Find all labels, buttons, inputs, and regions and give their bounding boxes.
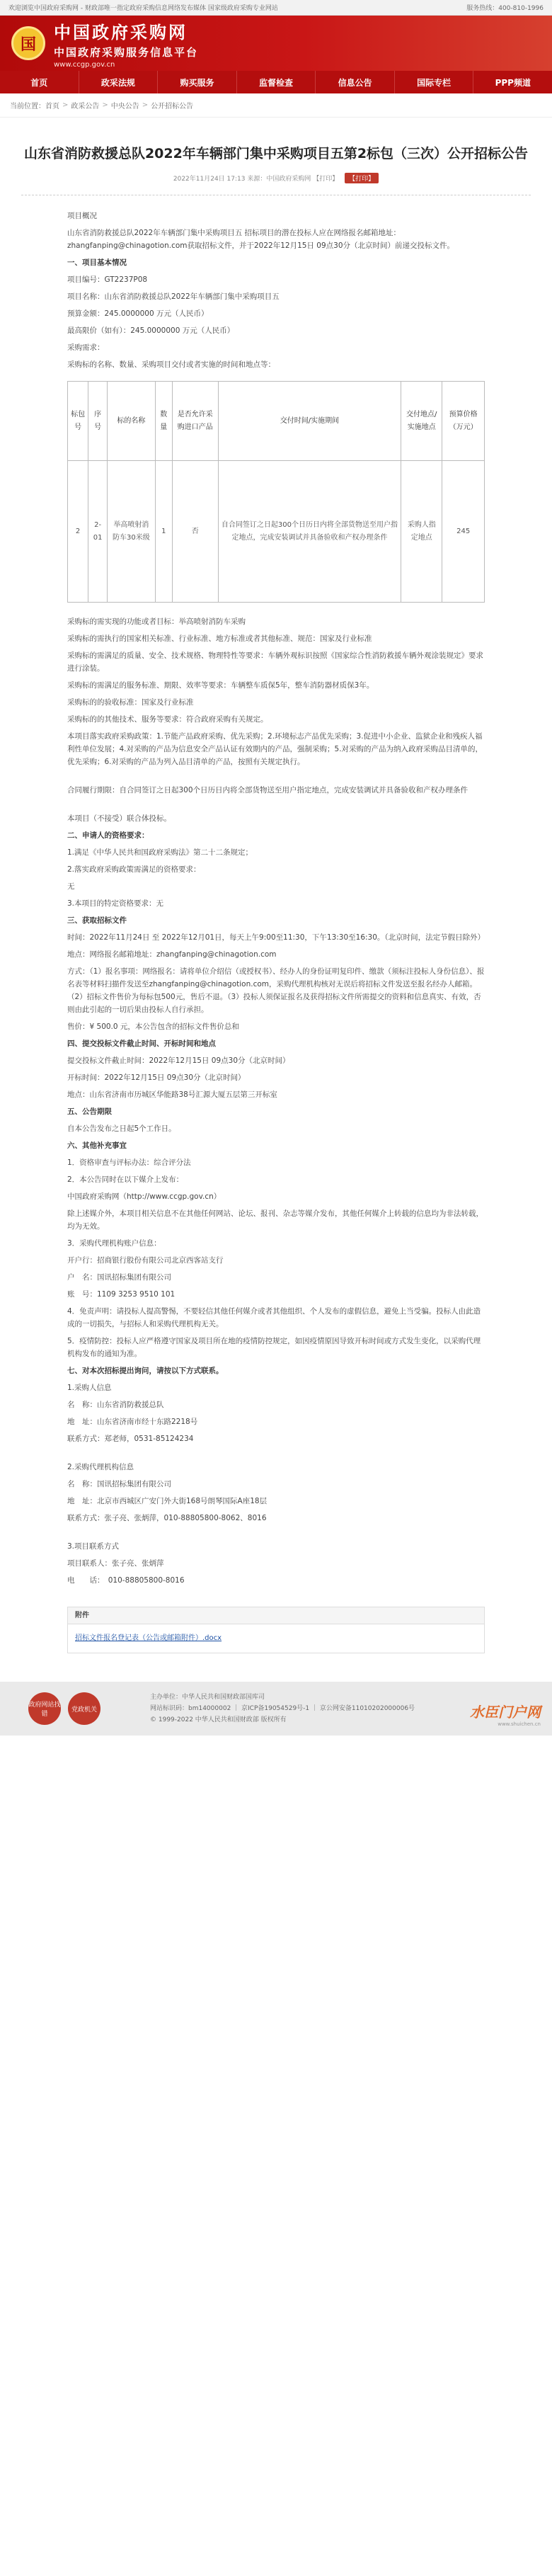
- watermark-url: www.shuichen.cn: [498, 1721, 541, 1727]
- breadcrumb-current[interactable]: 公开招标公告: [151, 103, 194, 110]
- cell-lot: 2: [68, 461, 88, 603]
- attachment-box: [67, 1607, 485, 1653]
- watermark-text: 水臣门户网: [470, 1704, 541, 1721]
- party-gov-logo[interactable]: 党政机关: [68, 1692, 100, 1725]
- doc-place: 地点：网络报名邮箱地址：zhangfanping@chinagotion.com: [67, 950, 277, 959]
- qualification-2: 2.落实政府采购政策需满足的资格要求：: [67, 865, 201, 874]
- agency-contact: 联系方式：张子亮、张炳萍，010-88805800-8062、8016: [67, 1514, 267, 1522]
- attachment-header: 附件: [68, 1607, 484, 1624]
- attachment-link[interactable]: 招标文件报名登记表（公告或邮箱附件）.docx: [75, 1634, 222, 1642]
- nav-ppp[interactable]: PPP频道: [495, 77, 531, 88]
- article-meta: [21, 173, 531, 183]
- col-seq: 序号: [88, 382, 108, 461]
- policy-government: 本项目落实政府采购政策：1.节能产品政府采购、优先采购；2.环境标志产品优先采购；3.促进中小企业、监狱企业和残疾人福利性单位发展；4.对采购的产品为信息安全产品认证有效期内的产品，强制采购；5.对采购的产品为纳入政府采购品目清单的，优先采购；6.对采购的产品为列入品目清单的产品，按照有关规定执行。: [67, 732, 483, 766]
- print-button[interactable]: 【打印】: [345, 173, 379, 183]
- site-footer: [0, 1682, 552, 1736]
- nav-international[interactable]: 国际专栏: [395, 71, 474, 93]
- agency-name: 名 称：国讯招标集团有限公司: [67, 1480, 171, 1488]
- cell-budget: 245: [442, 461, 485, 603]
- nav-purchase-services[interactable]: 购买服务: [158, 71, 237, 93]
- purchaser-heading: 1.采购人信息: [67, 1384, 112, 1392]
- cell-delivery-place: 采购人指定地点: [401, 461, 442, 603]
- article-body: [21, 210, 531, 1653]
- budget-amount: 预算金额：245.0000000 万元（人民币）: [67, 309, 209, 318]
- requirements-intro: 采购标的名称、数量、采购项目交付或者实施的时间和地点等：: [67, 360, 275, 369]
- notice-period: 自本公告发布之日起5个工作日。: [67, 1124, 176, 1133]
- project-contact-heading: 3.项目联系方式: [67, 1542, 120, 1551]
- doc-time: 时间：2022年11月24日 至 2022年12月01日，每天上午9:00至11:30，下午13:30至16:30。（北京时间，法定节假日除外）: [67, 933, 485, 942]
- qualification-1: 1.满足《中华人民共和国政府采购法》第二十二条规定；: [67, 848, 253, 857]
- nav-home[interactable]: 首页: [0, 71, 79, 93]
- breadcrumb-label: 当前位置：: [10, 103, 45, 110]
- col-import: 是否允许采购进口产品: [172, 382, 218, 461]
- cell-import: 否: [172, 461, 218, 603]
- supplement-1: 1．资格审查与评标办法：综合评分法: [67, 1158, 191, 1167]
- footer-copyright: © 1999-2022 中华人民共和国财政部 版权所有: [150, 1716, 287, 1723]
- cell-quantity: 1: [155, 461, 172, 603]
- site-banner: [0, 16, 552, 71]
- account-number: 账 号：1109 3253 9510 101: [67, 1290, 176, 1299]
- supplement-4: 3．采购代理机构账户信息：: [67, 1239, 161, 1248]
- nav-supervision[interactable]: 监督检查: [237, 71, 316, 93]
- hotline-text: 服务热线：400-810-1996: [466, 5, 544, 12]
- cell-delivery-time: 自合同签订之日起300个日历日内将全部货物送至用户指定地点，完成安装调试并具备验收和产权办理条件: [218, 461, 401, 603]
- agency-address: 地 址：北京市西城区广安门外大街168号朗琴国际A座18层: [67, 1497, 268, 1505]
- bid-opening: 开标时间：2022年12月15日 09点30分（北京时间）: [67, 1073, 246, 1082]
- doc-method: 方式：（1）报名事项：网络报名：请将单位介绍信（或授权书）、经办人的身份证明复印件、缴款（须标注投标人身份信息）、报名表等材料扫描件发送至zhangfanping@chinagotion.com，采购代理机构核对无误后将招标文件发送至报名经办人邮箱。（2）招标文件售价为每标包500元，售后不退。（3）投标人须保证报名及获得招标文件所需提交的资料和信息真实、有效，否则由此引起的一切后果由投标人自行承担。: [67, 967, 485, 1014]
- project-contact-phone: 电 话： 010-88805800-8016: [67, 1576, 185, 1585]
- bid-deadline: 提交投标文件截止时间：2022年12月15日 09点30分（北京时间）: [67, 1056, 290, 1065]
- purchaser-contact: 联系方式：郑老师，0531-85124234: [67, 1435, 194, 1443]
- section-3-heading: 三、获取招标文件: [67, 916, 127, 925]
- project-name: 项目名称：山东省消防救援总队2022年车辆部门集中采购项目五: [67, 292, 280, 301]
- section-7-heading: 七、对本次招标提出询问，请按以下方式联系。: [67, 1367, 224, 1375]
- breadcrumb-central[interactable]: 中央公告: [110, 103, 139, 110]
- site-url: www.ccgp.gov.cn: [54, 60, 115, 69]
- publish-info: 2022年11月24日 17:13 来源：中国政府采购网 【打印】: [173, 176, 339, 183]
- error-report-logo[interactable]: 政府网站找错: [28, 1692, 61, 1725]
- section-6-heading: 六、其他补充事宜: [67, 1141, 127, 1150]
- page-title: 山东省消防救援总队2022年车辆部门集中采购项目五第2标包（三次）公开招标公告: [23, 146, 529, 161]
- breadcrumb: 当前位置： 首页 > 政采公告 > 中央公告 > 公开招标公告: [0, 93, 552, 118]
- top-bar: [0, 0, 552, 16]
- welcome-text: 欢迎浏览中国政府采购网 - 财政部唯一指定政府采购信息网络发布媒体 国家级政府采购专业网站: [8, 5, 278, 12]
- table-row: [68, 461, 485, 603]
- policy-acceptance: 采购标的的验收标准：国家及行业标准: [67, 698, 194, 707]
- watermark: [470, 1701, 541, 1727]
- section-1-heading: 一、项目基本情况: [67, 258, 127, 267]
- table-header-row: [68, 382, 485, 461]
- footer-sponsor: 主办单位：中华人民共和国财政部国库司: [150, 1694, 265, 1701]
- overview-text: 山东省消防救援总队2022年车辆部门集中采购项目五 招标项目的潜在投标人应在网络报名邮箱地址：zhangfanping@chinagotion.com获取招标文件，并于2022年12月15日 09点30分（北京时间）前递交投标文件。: [67, 229, 455, 250]
- agency-heading: 2.采购代理机构信息: [67, 1463, 134, 1471]
- nav-regulations[interactable]: 政采法规: [79, 71, 159, 93]
- account-name: 户 名：国讯招标集团有限公司: [67, 1273, 171, 1282]
- qualification-2-value: 无: [67, 882, 75, 891]
- national-emblem-icon: 国: [11, 26, 45, 60]
- col-budget: 预算价格（万元）: [442, 382, 485, 461]
- policy-other: 采购标的的其他技术、服务等要求：符合政府采购有关规定。: [67, 715, 268, 724]
- max-price: 最高限价（如有）：245.0000000 万元（人民币）: [67, 326, 235, 335]
- purchaser-address: 地 址：山东省济南市经十东路2218号: [67, 1418, 198, 1426]
- footer-icp: 网站标识码：bm14000002 ｜ 京ICP备19054529号-1 ｜ 京公网安备11010202000006号: [150, 1705, 415, 1712]
- bank-name: 开户行：招商银行股份有限公司北京西客站支行: [67, 1256, 224, 1265]
- supplement-2: 2．本公告同时在以下媒介上发布：: [67, 1175, 184, 1184]
- consortium-note: 本项目（不接受）联合体投标。: [67, 814, 171, 823]
- cell-item-name: 举高喷射消防车30米级: [108, 461, 156, 603]
- cell-seq: 2-01: [88, 461, 108, 603]
- section-5-heading: 五、公告期限: [67, 1107, 112, 1116]
- site-subtitle: 中国政府采购服务信息平台: [54, 45, 199, 59]
- epidemic-note: 5．疫情防控：投标人应严格遵守国家及项目所在地的疫情防控规定，如因疫情原因导致开标时间或方式发生变化，以采购代理机构发布的通知为准。: [67, 1337, 481, 1358]
- supplement-2-value: 中国政府采购网（http://www.ccgp.gov.cn）: [67, 1192, 222, 1201]
- contract-period: 合同履行期限：自合同签订之日起300个日历日内将全部货物送至用户指定地点，完成安装调试并具备验收和产权办理条件: [67, 786, 468, 794]
- requirements-heading: 采购需求：: [67, 343, 105, 352]
- section-2-heading: 二、申请人的资格要求：: [67, 831, 149, 840]
- nav-announcements[interactable]: 信息公告: [316, 71, 395, 93]
- policy-quality: 采购标的需满足的质量、安全、技术规格、物理特性等要求：车辆外观标识按照《国家综合性消防救援车辆外观涂装规定》要求进行涂装。: [67, 651, 483, 673]
- policy-service: 采购标的需满足的服务标准、期限、效率等要求：车辆整车质保5年，整车消防器材质保3年。: [67, 681, 374, 690]
- col-quantity: 数量: [155, 382, 172, 461]
- project-number: 项目编号：GT2237P08: [67, 275, 148, 284]
- col-lot: 标包号: [68, 382, 88, 461]
- bid-place: 地点：山东省济南市历城区华能路38号汇源大厦五层第三开标室: [67, 1090, 277, 1099]
- overview-heading: 项目概况: [67, 212, 97, 220]
- col-delivery-time: 交付时间/实施期间: [218, 382, 401, 461]
- policy-standards: 采购标的需执行的国家相关标准、行业标准、地方标准或者其他标准、规范：国家及行业标准: [67, 634, 372, 643]
- site-title[interactable]: 中国政府采购网: [54, 22, 188, 42]
- doc-price: 售价：¥ 500.0 元，本公告包含的招标文件售价总和: [67, 1022, 239, 1031]
- requirements-table: [67, 381, 485, 603]
- col-item-name: 标的名称: [108, 382, 156, 461]
- policy-function: 采购标的需实现的功能或者目标：举高喷射消防车采购: [67, 617, 246, 626]
- supplement-3: 除上述媒介外，本项目相关信息不在其他任何网站、论坛、报刊、杂志等媒介发布，其他任何媒介上转载的信息均为非法转载，均为无效。: [67, 1209, 483, 1231]
- purchaser-name: 名 称：山东省消防救援总队: [67, 1401, 164, 1409]
- section-4-heading: 四、提交投标文件截止时间、开标时间和地点: [67, 1039, 216, 1048]
- breadcrumb-notices[interactable]: 政采公告: [71, 103, 100, 110]
- qualification-3: 3.本项目的特定资格要求：无: [67, 899, 164, 908]
- project-contact-person: 项目联系人：张子亮、张炳萍: [67, 1559, 164, 1568]
- col-delivery-place: 交付地点/实施地点: [401, 382, 442, 461]
- breadcrumb-home[interactable]: 首页: [45, 103, 59, 110]
- main-nav: [0, 71, 552, 93]
- disclaimer: 4．免责声明：请投标人提高警惕，不要轻信其他任何媒介或者其他组织、个人发布的虚假信息，避免上当受骗。投标人由此造成的一切损失，与招标人和采购代理机构无关。: [67, 1307, 481, 1328]
